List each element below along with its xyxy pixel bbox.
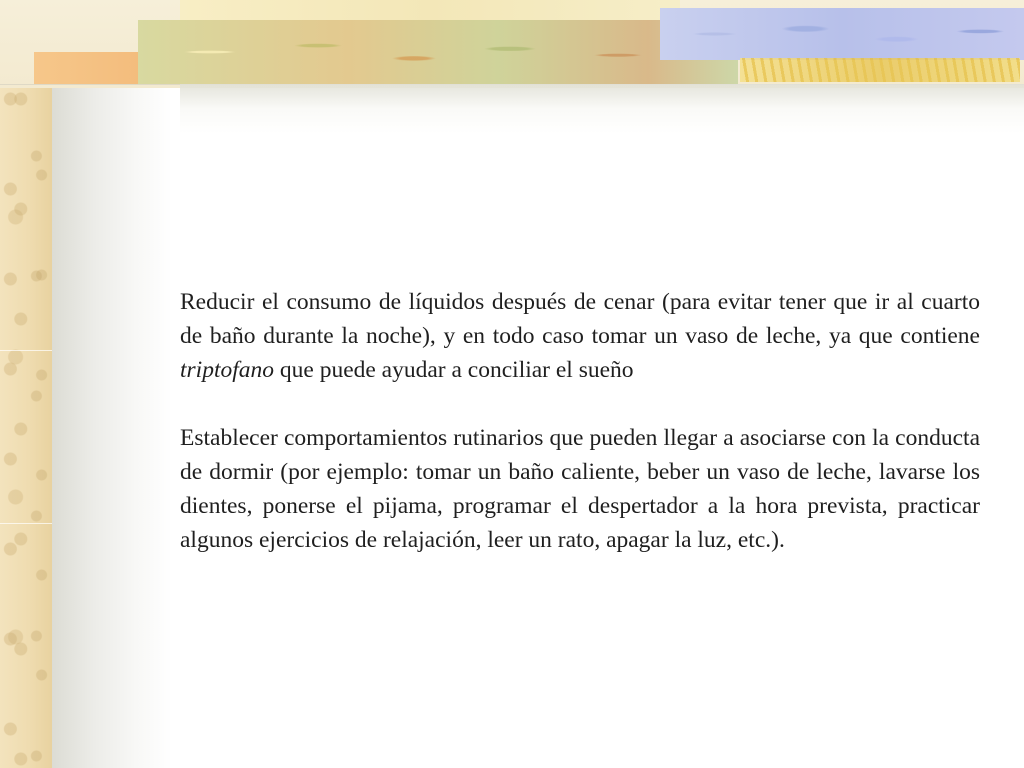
header-shadow xyxy=(180,84,1024,134)
parchment-border xyxy=(0,0,52,768)
border-seam xyxy=(0,523,52,524)
header-blue-flowers-image xyxy=(660,8,1024,60)
left-shading xyxy=(52,85,172,768)
header-gold-grass-image xyxy=(740,58,1020,82)
paragraph-liquids-text: Reducir el consumo de líquidos después de cenar (para evitar tener que ir al cuarto de baño durante la noche), y en todo caso tomar un vaso de leche, ya que contiene xyxy=(180,289,980,349)
decorative-header-band xyxy=(0,0,1024,88)
header-leaves-top xyxy=(180,0,680,22)
italic-term: triptofano xyxy=(180,357,275,383)
paragraph-routines: Establecer comportamientos rutinarios que pueden llegar a asociarse con la conducta de dormir (por ejemplo: tomar un baño caliente, beber un vaso de leche, lavarse los dientes, ponerse el pijama, programar el despertador a la hora prevista, practicar algunos ejercicios de relajación, leer un rato, apagar la luz, etc.). xyxy=(180,425,980,553)
paragraph-liquids-tail: que puede ayudar a conciliar el sueño xyxy=(274,357,634,383)
slide-body xyxy=(180,285,980,591)
border-seam xyxy=(0,350,52,351)
header-leaves-image xyxy=(138,20,738,84)
paragraph-liquids xyxy=(180,285,980,387)
